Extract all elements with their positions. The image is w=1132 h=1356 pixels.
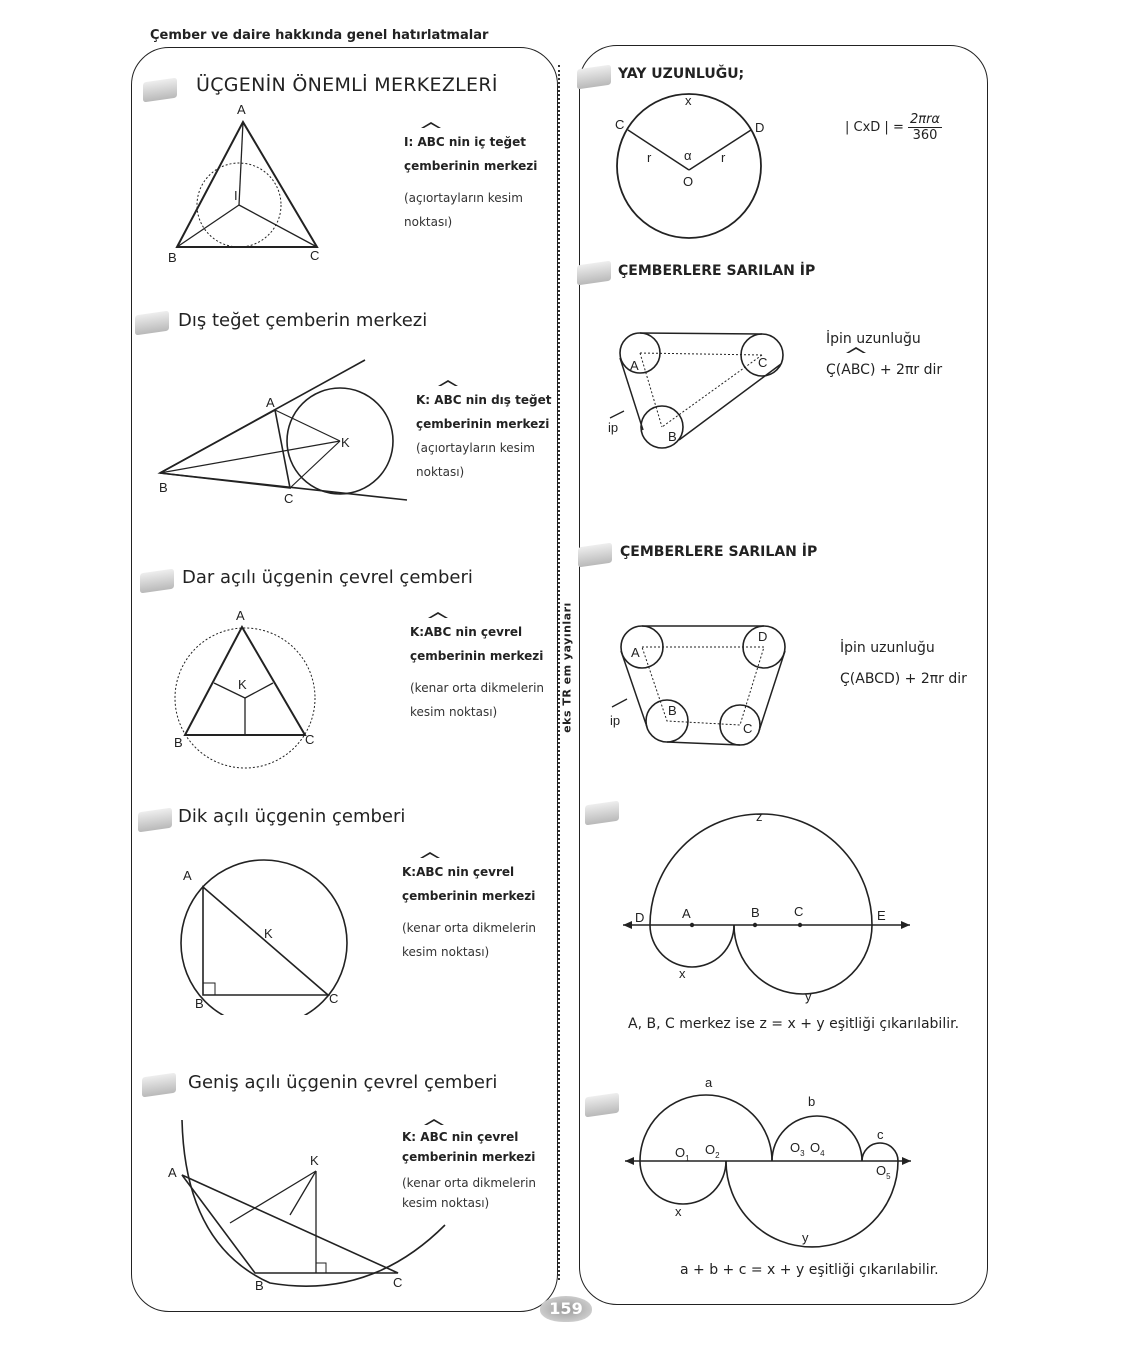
incenter-figure [160,100,340,265]
section-title-right: Dik açılı üçgenin çemberi [178,806,406,827]
abc-equality-caption: a + b + c = x + y eşitliği çıkarılabilir. [680,1262,939,1278]
section-title-centers: ÜÇGENİN ÖNEMLİ MERKEZLERİ [196,74,498,96]
label-b: B [255,1278,264,1293]
label-y: y [802,1230,809,1245]
right-description: K:ABC nin çevrel çemberinin merkezi (kenar orta dikmelerin kesim noktası) [402,860,536,964]
label-i: I [234,188,238,203]
page-number: 159 [540,1296,592,1322]
label-c: C [284,491,294,506]
arc-length-formula: | CxD | = $\frac{\text{2πrα}}{360}$ [845,112,940,143]
section-title-arc: YAY UZUNLUĞU; [618,66,745,82]
label-b: B [168,250,177,265]
label-a: A [237,102,246,117]
label-c: C [305,732,315,747]
semicircles-abc-figure [615,1070,925,1250]
label-a: A [236,608,245,623]
label-k: K [310,1153,319,1168]
label-d: D [635,910,645,925]
label-b: B [668,703,677,718]
label-r: r [647,150,652,165]
label-k: K [264,926,273,941]
label-o: O [683,174,694,189]
label-alpha: α [684,148,692,163]
label-b: B [195,996,204,1011]
excenter-figure [155,355,415,510]
label-d: D [758,629,768,644]
label-a: a [705,1075,713,1090]
label-c: C [615,117,625,132]
z-equality-caption: A, B, C merkez ise z = x + y eşitliği çıkarılabilir. [628,1016,960,1032]
label-c: C [758,355,768,370]
excenter-description: K: ABC nin dış teğet çemberinin merkezi (açıortayların kesim noktası) [416,388,551,484]
label-d: D [755,120,765,135]
rope-three-text: İpin uzunluğu Ç(ABC) + 2πr dir [826,324,942,386]
label-k: K [341,435,350,450]
rope-three-circles-figure [600,320,800,460]
semicircles-z-figure [615,805,915,1010]
label-x: x [679,966,686,981]
label-r: r [721,150,726,165]
label-e: E [877,908,886,923]
label-k: K [238,677,247,692]
label-b: B [174,735,183,750]
label-o3: $O_3$ [790,1140,805,1158]
label-o4: $O_4$ [810,1140,825,1158]
label-a: A [630,358,639,373]
section-title-obtuse: Geniş açılı üçgenin çevrel çemberi [188,1072,498,1093]
section-title-excircle: Dış teğet çemberin merkezi [178,310,428,331]
page-header: Çember ve daire hakkında genel hatırlatmalar [150,28,489,43]
label-b: B [668,429,677,444]
label-x: x [675,1204,682,1219]
label-c: C [393,1275,403,1290]
acute-description: K:ABC nin çevrel çemberinin merkezi (kenar orta dikmelerin kesim noktası) [410,620,544,724]
rope-four-text: İpin uzunluğu Ç(ABCD) + 2πr dir [840,640,967,687]
label-b: B [751,905,760,920]
label-ip: ip [608,420,619,435]
section-title-acute: Dar açılı üçgenin çevrel çemberi [182,567,473,588]
label-o1: $O_1$ [675,1145,690,1163]
label-a: A [682,906,691,921]
label-c: C [329,991,339,1006]
section-title-rope-4: ÇEMBERLERE SARILAN İP [620,544,818,560]
acute-circumcircle-figure [165,605,325,775]
label-c: C [794,904,804,919]
label-c: C [743,721,753,736]
incenter-description: I: ABC nin iç teğet çemberinin merkezi (açıortayların kesim noktası) [404,130,537,234]
label-b: B [159,480,168,495]
label-x: x [685,93,692,108]
label-a: A [631,645,640,660]
label-y: y [805,989,812,1004]
label-ip: ip [610,713,621,728]
arc-length-figure [605,90,775,245]
label-c: c [877,1127,884,1142]
label-a: A [183,868,192,883]
label-a: A [266,395,275,410]
label-z: z [756,809,763,824]
label-a: A [168,1165,177,1180]
label-o2: $O_2$ [705,1142,720,1160]
right-triangle-figure [175,850,355,1015]
label-b: b [808,1094,816,1109]
rope-four-circles-figure [600,615,800,755]
publisher-label: eks TR em yayınları [552,598,576,748]
label-o5: $O_5$ [876,1163,891,1181]
label-c: C [310,248,320,263]
obtuse-description: K: ABC nin çevrel çemberinin merkezi (kenar orta dikmelerin kesim noktası) [402,1127,536,1213]
section-title-rope-3: ÇEMBERLERE SARILAN İP [618,263,816,279]
